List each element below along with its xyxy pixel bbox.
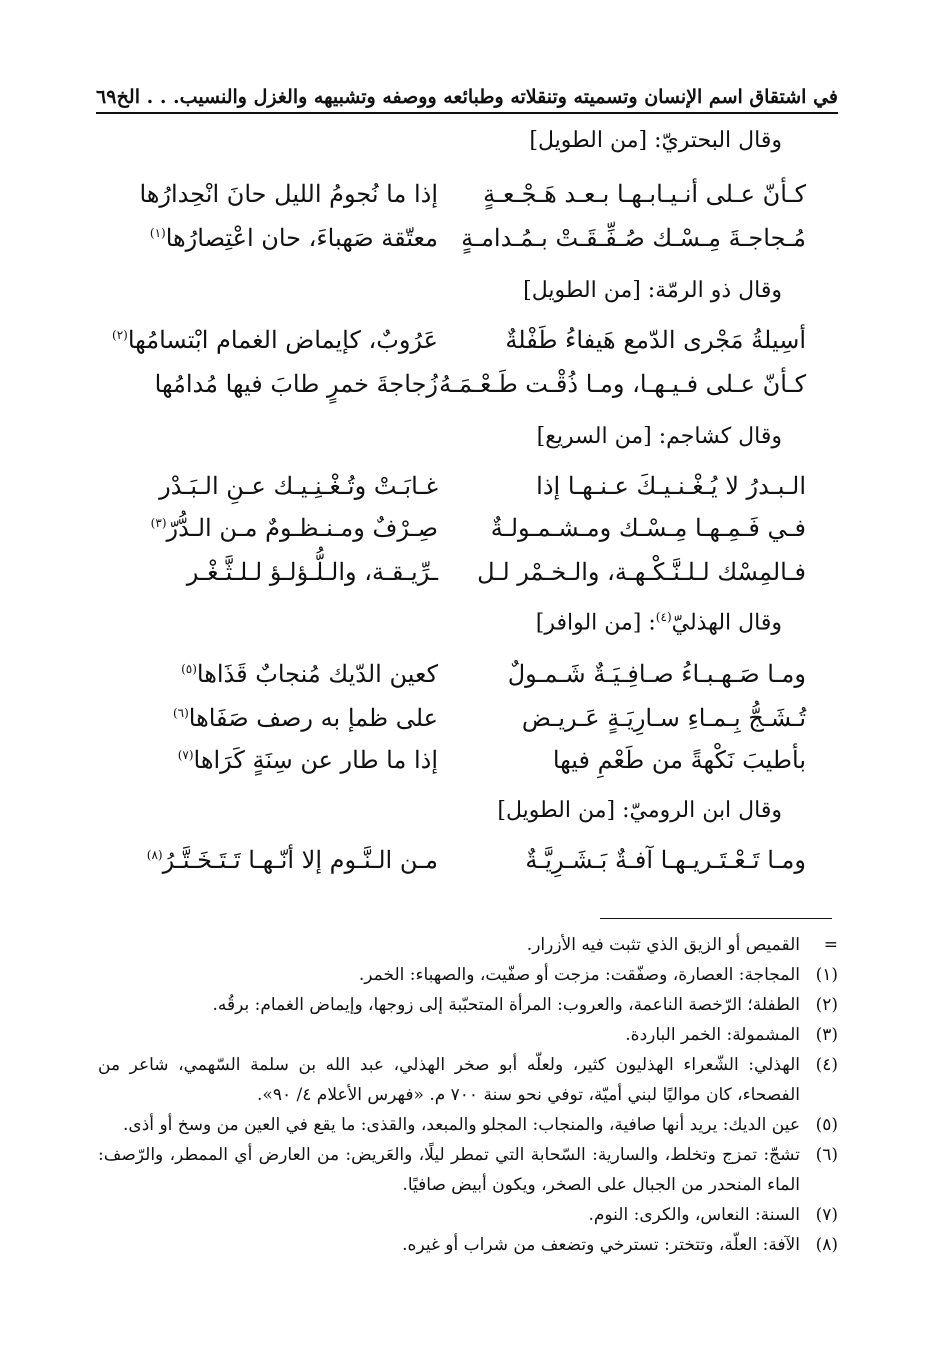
footnote-ref: (٤) — [655, 610, 672, 624]
footnote-number: (٧) — [815, 1205, 838, 1225]
hemistich-text: على ظمإ به رصف صَفَاها — [188, 704, 438, 732]
footnote-ref: (١) — [149, 226, 166, 240]
footnote-number: (٨) — [815, 1235, 838, 1255]
footnote — [98, 1020, 838, 1050]
hemistich-text: معتّقة صَهباءَ، حان اعْتِصارُها — [165, 224, 438, 252]
footnote-ref: (٥) — [181, 662, 197, 676]
footnote — [98, 960, 838, 990]
verse-second-hemistich — [138, 514, 438, 542]
hemistich-text: إذا ما طار عن سِنَةٍ كَرَاها — [193, 746, 438, 774]
verse-second-hemistich — [138, 704, 438, 732]
intro-text: وقال الهذليّ — [671, 610, 782, 636]
footnote-text: المشمولة: الخمر الباردة. — [625, 1025, 800, 1045]
hemistich-text: صِـرْفٌ ومـنـظـومٌ مـن الـدُّرّ — [166, 514, 438, 542]
footnote — [98, 1110, 838, 1140]
footnote-text: المجاجة: العصارة، وصفّقت: مزجت أو صفّيت، والصهباء: الخمر. — [358, 965, 800, 985]
verse-second-hemistich — [138, 746, 438, 774]
verse-second-hemistich: غـابَـتْ وتُـغْـنِـيـك عـنِ الـبَـدْر — [159, 472, 438, 500]
verse-first-hemistich: بأطيبَ نَكْهةً من طَعْمِ فيها — [552, 746, 806, 774]
verse-first-hemistich: أسِيلةُ مَجْرى الدّمع هَيفاءُ طَفْلةٌ — [505, 326, 806, 354]
poem-intro: وقال ذو الرمّة: [من الطويل] — [523, 278, 782, 303]
footnote-text: الآفة: العلّة، وتتختر: تسترخي وتضعف من شراب أو غيره. — [402, 1235, 800, 1255]
poem-intro: وقال ابن الروميّ: [من الطويل] — [497, 798, 782, 823]
hemistich-text: عَرُوبٌ، كإيماض الغمام ابْتسامُها — [127, 326, 438, 354]
footnote-number: (٦) — [815, 1145, 838, 1165]
verse-first-hemistich: الـبـدرُ لا يُـغْـنـيـكَ عـنـهـا إذا — [536, 472, 806, 500]
hemistich-text: كعين الدّيك مُنجابٌ قَذَاها — [196, 660, 438, 688]
footnote-number: (٥) — [815, 1115, 838, 1135]
header-rule — [96, 112, 838, 114]
footnote — [98, 1230, 838, 1260]
verse-second-hemistich: إذا ما نُجومُ الليل حانَ انْحِدارُها — [139, 180, 438, 208]
header-title: في اشتقاق اسم الإنسان وتسميته وتنقلاته وطبائعه ووصفه وتشبيهه والغزل والنسيب. . . الخ — [116, 86, 838, 108]
footnote — [98, 1200, 838, 1230]
verse-first-hemistich: كـأنّ عـلى أنـيـابـهـا بـعـد هَـجْـعـةٍ — [483, 180, 806, 208]
verse-second-hemistich — [138, 224, 438, 252]
footnote — [98, 1050, 838, 1110]
page-number: ٦٩ — [96, 86, 117, 108]
hemistich-text: مـن الـنَّـوم إلا أنّـهـا تَـتَـخَـتَّـرُ — [162, 846, 438, 874]
footnote-ref: (٨) — [146, 848, 163, 862]
footnotes — [98, 930, 838, 1260]
verse-first-hemistich: ومـا صَـهـبـاءُ صـافِـيَـةٌ شَـمـولٌ — [507, 660, 806, 688]
verse-first-hemistich: مُـجاجـةَ مِـسْـك صُـفِّـقَـتْ بـمُـدامـةٍ — [461, 224, 806, 252]
footnote — [98, 990, 838, 1020]
verse-first-hemistich: كـأنّ عـلى فـيـهـا، ومـا ذُقْـت طَـعْـمَـهُ — [439, 370, 806, 398]
footnote-text: القميص أو الزيق الذي تثبت فيه الأزرار. — [526, 935, 800, 955]
poem-intro: وقال البحتريّ: [من الطويل] — [529, 128, 782, 153]
footnote-number: = — [823, 935, 838, 955]
verse-first-hemistich: تُـشَـجُّ بِـمـاءِ سـارِيَـةٍ عَـريـض — [521, 704, 806, 732]
footnote-ref: (٧) — [177, 748, 194, 762]
running-header — [96, 72, 838, 108]
footnote-rule — [600, 918, 832, 919]
verse-first-hemistich: فـي فَـمِـهـا مِـسْـك ومـشـمـولـةٌ — [490, 514, 806, 542]
footnote-ref: (٣) — [150, 516, 167, 530]
footnote-number: (٤) — [815, 1055, 838, 1075]
footnote-number: (٢) — [815, 995, 838, 1015]
footnote — [98, 930, 838, 960]
poem-intro — [536, 610, 782, 635]
verse-second-hemistich: ـرِّيـقـة، والـلُّـؤلـؤ لـلـثَّـغْـر — [186, 558, 438, 586]
intro-meter: : [من الوافر] — [535, 610, 656, 636]
footnote-ref: (٦) — [172, 706, 189, 720]
verse-first-hemistich: فـالمِسْك لـلـنَّـكْـهـة، والـخـمْر لـل — [477, 558, 806, 586]
verse-second-hemistich — [138, 846, 438, 874]
footnote-text: عين الديك: يريد أنها صافية، والمنجاب: المجلو والمبعد، والقذى: ما يقع في العين من وسخ أو أذى. — [123, 1115, 800, 1135]
poem-intro: وقال كشاجم: [من السريع] — [536, 424, 782, 449]
footnote-text: تشجّ: تمزج وتخلط، والسارية: السّحابة التي تمطر ليلًا، والعَريض: من العارض أي الممطر، والرّصف: الماء المنحدر من الجبال على الصخر، ويكون أبيض صافيًا. — [98, 1145, 800, 1195]
footnote-text: الطفلة؛ الرّخصة الناعمة، والعروب: المرأة المتحبّبة إلى زوجها، وإيماض الغمام: برقُه. — [212, 995, 800, 1015]
verse-second-hemistich: زُجاجةَ خمرٍ طابَ فيها مُدامُها — [154, 370, 438, 398]
footnote-text: السنة: النعاس، والكرى: النوم. — [588, 1205, 800, 1225]
verse-first-hemistich: ومـا تَـعْـتَـريـهـا آفـةٌ بَـشَـرِيَّـةٌ — [525, 846, 806, 874]
verse-second-hemistich — [138, 660, 438, 688]
footnote-number: (١) — [815, 965, 838, 985]
verse-second-hemistich — [112, 326, 438, 354]
footnote-number: (٣) — [815, 1025, 838, 1045]
footnote — [98, 1140, 838, 1200]
footnote-ref: (٢) — [112, 328, 128, 342]
footnote-text: الهذلي: الشّعراء الهذليون كثير، ولعلّه أبو صخر الهذلي، عبد الله بن سلمة السّهمي، شاعر من الفصحاء، كان مواليًا لبني أميّة، توفي نحو سنة ٧٠٠ م. «فهرس الأعلام ٤/ ٩٠». — [98, 1055, 800, 1105]
